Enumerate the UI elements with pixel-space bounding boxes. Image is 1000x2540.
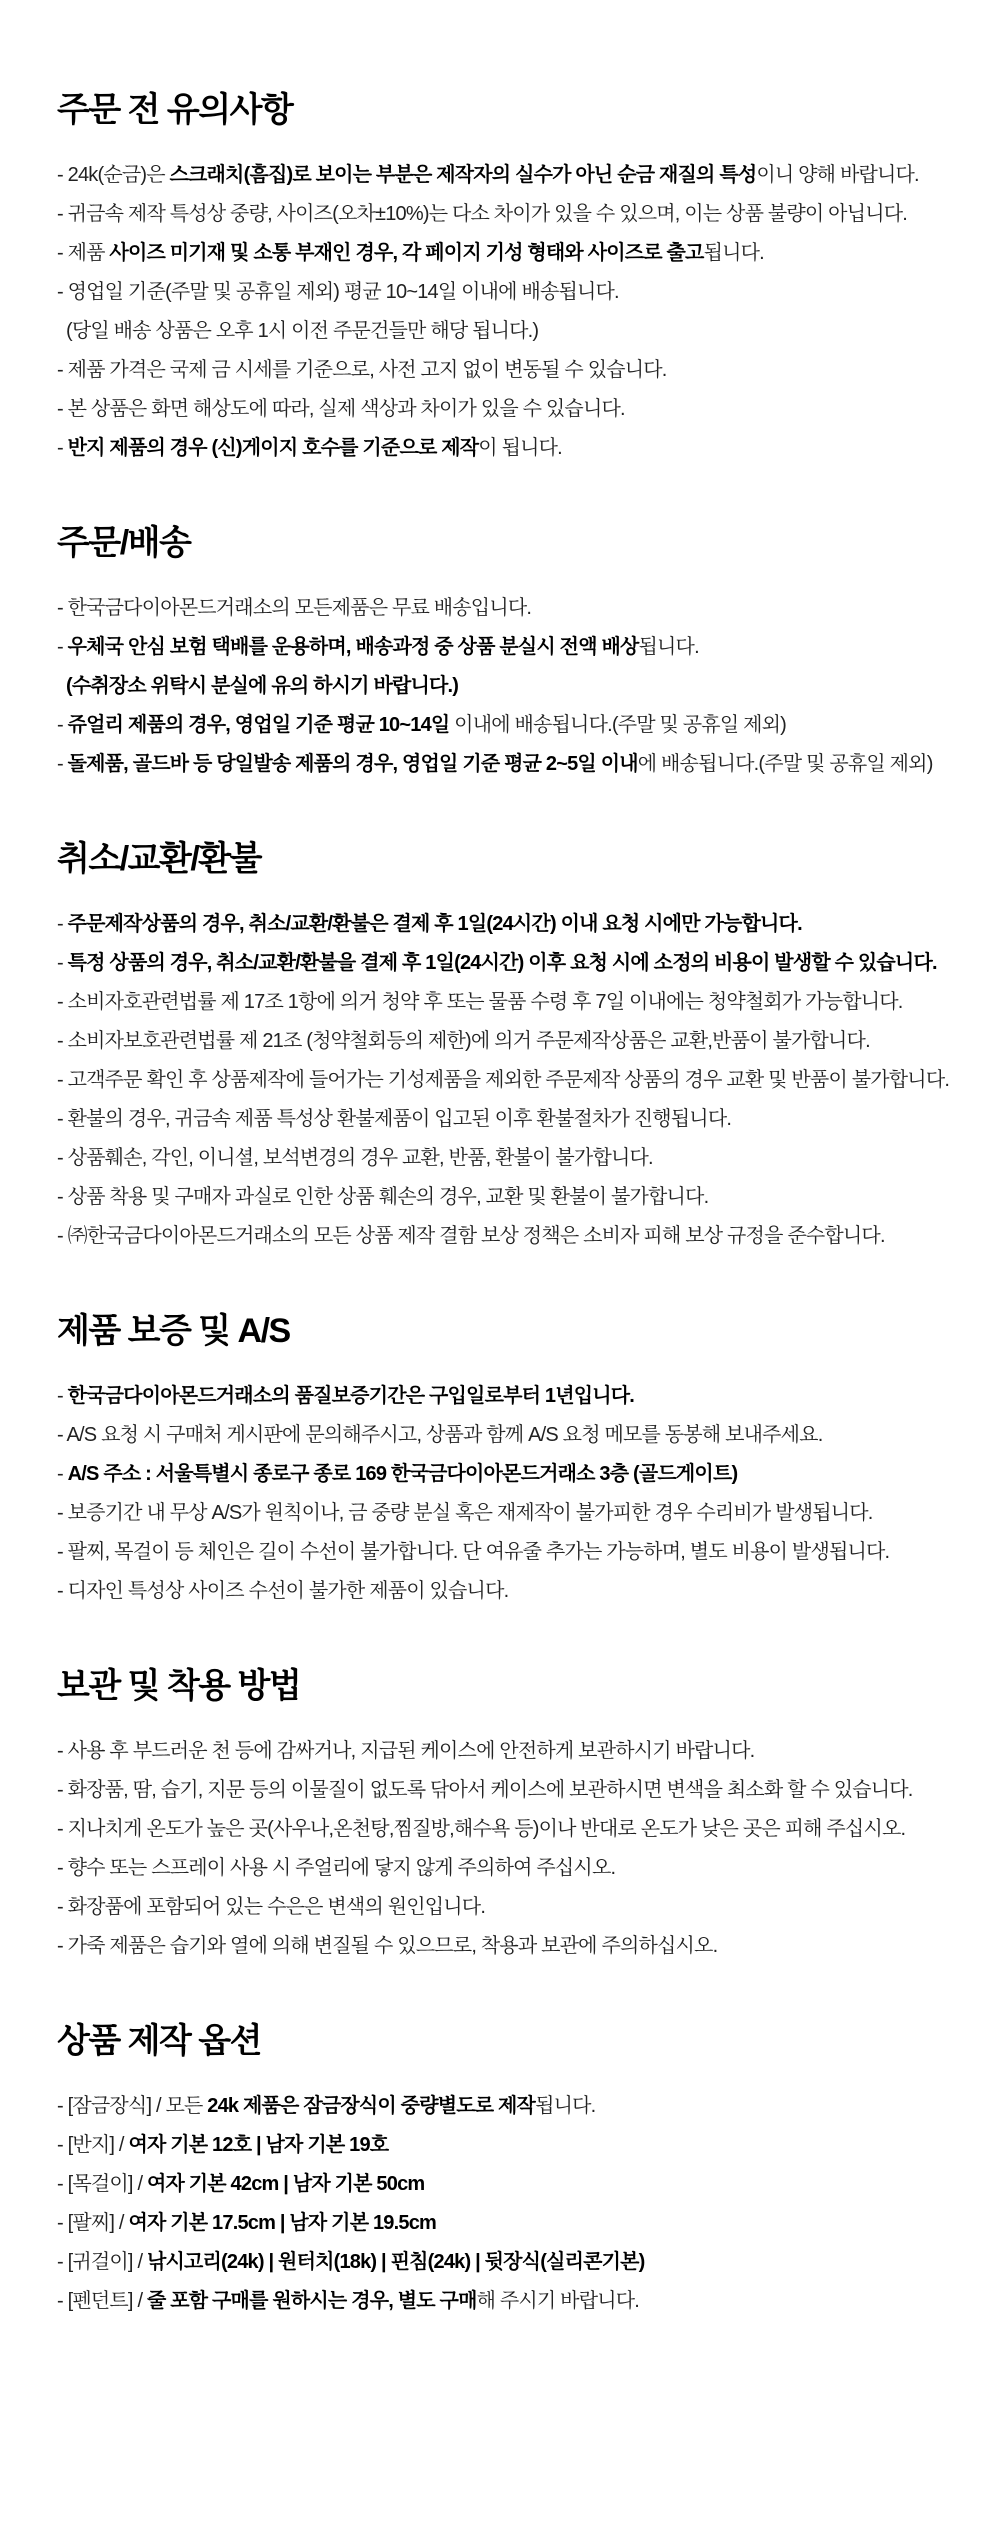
notice-text-bold: 여자 기본 12호 | 남자 기본 19호 [128,2134,389,2156]
notice-text-bold: 24k 제품은 잠금장식이 중량별도로 제작 [207,2095,536,2117]
notice-line [57,360,952,380]
notice-line [57,1741,952,1761]
notice-line [57,1386,952,1406]
notice-text: - 환불의 경우, 귀금속 제품 특성상 환불제품이 입고된 이후 환불절차가 진행됩니다. [57,1108,732,1130]
notice-text-bold: (수취장소 위탁시 분실에 유의 하시기 바랍니다.) [66,675,459,697]
section-warranty-as [57,1313,952,1601]
notice-text: - 24k(순금)은 [57,164,170,186]
notice-text: - [57,952,68,974]
notice-line [57,1936,952,1956]
notice-text: - 향수 또는 스프레이 사용 시 주얼리에 닿지 않게 주의하여 주십시오. [57,1857,616,1879]
notice-line [57,637,952,657]
notice-line [57,204,952,224]
notice-text: - 가죽 제품은 습기와 열에 의해 변질될 수 있으므로, 착용과 보관에 주의하십시오. [57,1935,718,1957]
notice-text: - 디자인 특성상 사이즈 수선이 불가한 제품이 있습니다. [57,1580,509,1602]
notice-text-bold: 돌제품, 골드바 등 당일발송 제품의 경우, 영업일 기준 평균 2~5일 이내 [67,753,638,775]
notice-text: - 화장품에 포함되어 있는 수은은 변색의 원인입니다. [57,1896,486,1918]
notice-text: 이내에 배송됩니다.(주말 및 공휴일 제외) [449,714,787,736]
notice-line [57,754,952,774]
notice-text: - 화장품, 땀, 습기, 지문 등의 이물질이 없도록 닦아서 케이스에 보관하시면 변색을 최소화 할 수 있습니다. [57,1779,913,1801]
notice-text-bold: 사이즈 미기재 및 소통 부재인 경우, 각 페이지 기성 형태와 사이즈로 출고 [109,242,704,264]
notice-text: - A/S 요청 시 구매처 게시판에 문의해주시고, 상품과 함께 A/S 요청 메모를 동봉해 보내주세요. [57,1424,823,1446]
notice-text: (당일 배송 상품은 오후 1시 이전 주문건들만 해당 됩니다.) [66,320,539,342]
notice-text: - 제품 가격은 국제 금 시세를 기준으로, 사전 고지 없이 변동될 수 있습니다. [57,359,667,381]
notice-line [57,914,952,934]
notice-line [57,992,952,1012]
notice-text: - 영업일 기준(주말 및 공휴일 제외) 평균 10~14일 이내에 배송됩니다. [57,281,619,303]
notice-text: 에 배송됩니다.(주말 및 공휴일 제외) [637,753,933,775]
notice-line [57,1226,952,1246]
section-product-options [57,2023,952,2311]
notice-text: - 고객주문 확인 후 상품제작에 들어가는 기성제품을 제외한 주문제작 상품의 경우 교환 및 반품이 불가합니다. [57,1069,950,1091]
notice-line [57,953,952,973]
notice-text: 됩니다. [535,2095,596,2117]
notice-text: - 소비자보호관련법률 제 21조 (청약철회등의 제한)에 의거 주문제작상품은 교환,반품이 불가합니다. [57,1030,870,1052]
notice-text: - [57,437,68,459]
notice-text: - [57,636,68,658]
notice-line [57,1464,952,1484]
section-order-shipping [57,525,952,774]
section-cancel-exchange-refund [57,841,952,1246]
notice-text: - [목걸이] / [57,2173,147,2195]
notice-line [57,399,952,419]
section-storage-wear [57,1668,952,1956]
notice-text: - 본 상품은 화면 해상도에 따라, 실제 색상과 차이가 있을 수 있습니다. [57,398,625,420]
notice-text-bold: 주문제작상품의 경우, 취소/교환/환불은 결제 후 1일(24시간) 이내 요청 시에만 가능합니다. [67,913,802,935]
notice-text: 됩니다. [703,242,764,264]
notice-text: - ㈜한국금다이아몬드거래소의 모든 상품 제작 결함 보상 정책은 소비자 피해 보상 규정을 준수합니다. [57,1225,885,1247]
notice-text: - 팔찌, 목걸이 등 체인은 길이 수선이 불가합니다. 단 여유줄 추가는 가능하며, 별도 비용이 발생됩니다. [57,1541,890,1563]
notice-line [57,1819,952,1839]
notice-line [57,1109,952,1129]
notice-text: - [잠금장식] / 모든 [57,2095,208,2117]
notice-line [57,1503,952,1523]
section-pre-order-notice [57,92,952,458]
section-title-cancel-exchange-refund: 취소/교환/환불 [57,840,261,878]
notice-text: 이니 양해 바랍니다. [756,164,919,186]
notice-text: - 보증기간 내 무상 A/S가 원칙이나, 금 중량 분실 혹은 재제작이 불가피한 경우 수리비가 발생됩니다. [57,1502,873,1524]
notice-text: - 상품 착용 및 구매자 과실로 인한 상품 훼손의 경우, 교환 및 환불이 불가합니다. [57,1186,709,1208]
notice-line [57,1897,952,1917]
notice-text: - [귀걸이] / [57,2251,147,2273]
notice-line [57,2174,952,2194]
notice-line [57,321,952,341]
notice-text: - 사용 후 부드러운 천 등에 감싸거나, 지급된 케이스에 안전하게 보관하시기 바랍니다. [57,1740,755,1762]
notice-line [57,676,952,696]
notice-line [57,1858,952,1878]
notice-text: 이 됩니다. [478,437,562,459]
section-title-storage-wear: 보관 및 착용 방법 [57,1667,301,1705]
notice-line [57,1031,952,1051]
notice-text-bold: 특정 상품의 경우, 취소/교환/환불을 결제 후 1일(24시간) 이후 요청 시에 소정의 비용이 발생할 수 있습니다. [67,952,937,974]
notice-text-bold: 여자 기본 17.5cm | 남자 기본 19.5cm [128,2212,437,2234]
notice-text-bold: 한국금다이아몬드거래소의 품질보증기간은 구입일로부터 1년입니다. [67,1385,635,1407]
notice-text-bold: 스크래치(흠집)로 보이는 부분은 제작자의 실수가 아닌 순금 재질의 특성 [169,164,757,186]
notice-text: - [팔찌] / [57,2212,129,2234]
notice-line [57,165,952,185]
notice-line [57,1581,952,1601]
notice-line [57,2252,952,2272]
section-title-pre-order-notice: 주문 전 유의사항 [57,91,293,129]
notice-text: - [57,1385,68,1407]
notice-line [57,282,952,302]
notice-line [57,1148,952,1168]
notice-line [57,438,952,458]
notice-line [57,1070,952,1090]
notice-text-bold: 쥬얼리 제품의 경우, 영업일 기준 평균 10~14일 [67,714,450,736]
section-title-product-options: 상품 제작 옵션 [57,2022,261,2060]
notice-text-bold: A/S 주소 : 서울특별시 종로구 종로 169 한국금다이아몬드거래소 3층 (골드게이트) [67,1463,738,1485]
notice-text-bold: 줄 포함 구매를 원하시는 경우, 별도 구매 [146,2290,477,2312]
notice-text-bold: 여자 기본 42cm | 남자 기본 50cm [146,2173,425,2195]
notice-text: - [57,913,68,935]
notice-text-bold: 우체국 안심 보험 택배를 운용하며, 배송과정 중 상품 분실시 전액 배상 [67,636,639,658]
notice-text: 해 주시기 바랍니다. [476,2290,640,2312]
notice-text: - [57,1463,68,1485]
notice-line [57,715,952,735]
notice-text: - [반지] / [57,2134,129,2156]
notice-line [57,1780,952,1800]
notice-line [57,2291,952,2311]
notice-line [57,2213,952,2233]
notice-text: - [57,714,68,736]
notice-line [57,1425,952,1445]
notice-line [57,2135,952,2155]
notice-text-bold: 낚시고리(24k) | 원터치(18k) | 핀침(24k) | 뒷장식(실리콘기본) [146,2251,645,2273]
notice-text: - [펜던트] / [57,2290,147,2312]
notice-line [57,243,952,263]
notice-text: - [57,753,68,775]
notice-line [57,1542,952,1562]
notice-text: - 귀금속 제작 특성상 중량, 사이즈(오차±10%)는 다소 차이가 있을 수 있으며, 이는 상품 불량이 아닙니다. [57,203,908,225]
notice-text: - 지나치게 온도가 높은 곳(사우나,온천탕,찜질방,해수욕 등)이나 반대로 온도가 낮은 곳은 피해 주십시오. [57,1818,906,1840]
section-title-order-shipping: 주문/배송 [57,524,191,562]
notice-text: - 제품 [57,242,110,264]
section-title-warranty-as: 제품 보증 및 A/S [57,1312,290,1350]
notice-text: - 소비자호관련법률 제 17조 1항에 의거 청약 후 또는 물품 수령 후 7일 이내에는 청약철회가 가능합니다. [57,991,903,1013]
notice-line [57,1187,952,1207]
notice-line [57,598,952,618]
notice-line [57,2096,952,2116]
notice-text: 됩니다. [638,636,699,658]
notice-text-bold: 반지 제품의 경우 (신)게이지 호수를 기준으로 제작 [67,437,479,459]
notice-text: - 한국금다이아몬드거래소의 모든제품은 무료 배송입니다. [57,597,532,619]
notice-text: - 상품훼손, 각인, 이니셜, 보석변경의 경우 교환, 반품, 환불이 불가합니다. [57,1147,653,1169]
